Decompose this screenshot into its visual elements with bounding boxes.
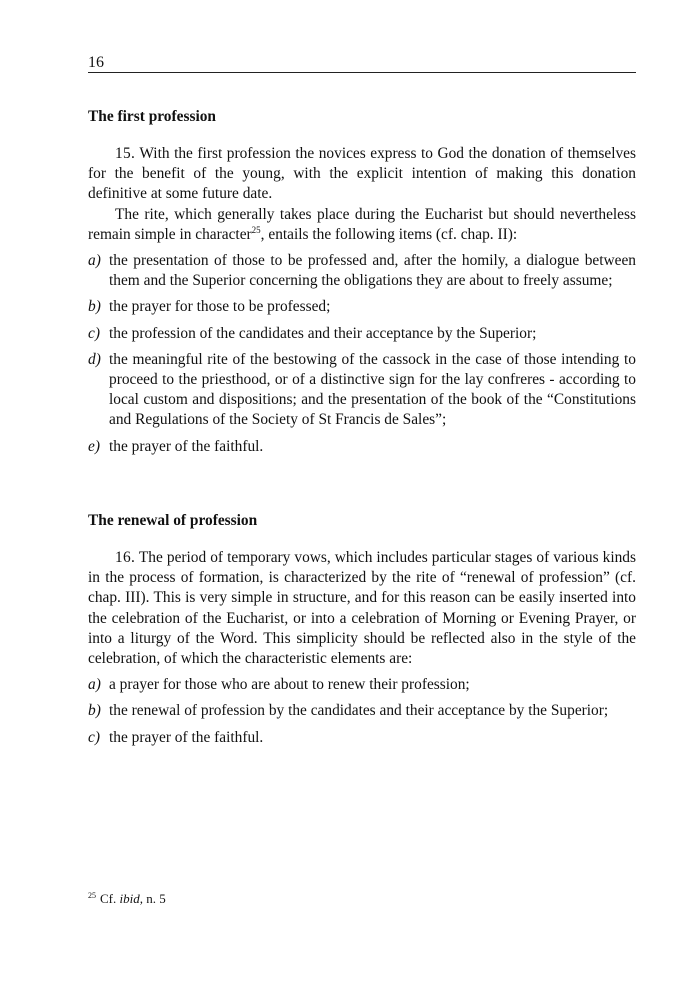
footnote (88, 891, 166, 907)
footnote-suffix: n. 5 (142, 891, 166, 906)
footnote-prefix: Cf. (100, 891, 120, 906)
list-item-text: a prayer for those who are about to renew their profession; (109, 676, 470, 694)
footnote-reference: 25 (251, 224, 261, 235)
list-marker: a) (88, 252, 101, 270)
list-item (88, 675, 636, 695)
paragraph-text: , entails the following items (cf. chap. II): (260, 225, 518, 243)
list-item-text: the prayer of the faithful. (109, 437, 264, 455)
paragraph-16 (88, 548, 636, 669)
list-item-text: the renewal of profession by the candidates and their acceptance by the Superior; (109, 702, 609, 720)
list-marker: e) (88, 437, 100, 455)
list-item-text: the prayer for those to be professed; (109, 298, 331, 316)
paragraph-text: The period of temporary vows, which includes particular stages of various kinds in the process of formation, is characterized by the rite of “renewal of profession” (cf. chap. III). This is very simple in structure, and for this reason can be easily inserted into the celebration of the Eucharist, or into a celebration of Morning or Evening Prayer, or into a liturgy of the Word. This simplicity should be reflected also in the style of the celebration, of which the characteristic elements are: (88, 549, 636, 668)
paragraph-text: With the first profession the novices express to God the donation of themselves for the benefit of the young, with the explicit intention of making this donation definitive at some future date. (88, 145, 636, 203)
list-item-text: the profession of the candidates and their acceptance by the Superior; (109, 324, 537, 342)
list-marker: b) (88, 702, 101, 720)
list-item (88, 350, 636, 431)
list-marker: c) (88, 324, 100, 342)
list-marker: d) (88, 350, 101, 368)
section-body-first-profession (88, 144, 636, 463)
footnote-italic: ibid, (119, 891, 143, 906)
list-item-text: the presentation of those to be professed and, after the homily, a dialogue between them and the Superior concerning the obligations they are about to freely assume; (109, 252, 636, 290)
footnote-mark: 25 (88, 890, 96, 900)
page-number: 16 (88, 54, 104, 71)
section-body-renewal-of-profession (88, 548, 636, 754)
list-item-text: the prayer of the faithful. (109, 728, 264, 746)
list-item (88, 701, 636, 721)
list-item (88, 728, 636, 748)
section-heading-first-profession: The first profession (88, 108, 216, 125)
list-item (88, 251, 636, 291)
paragraph-number: 16. (115, 549, 136, 566)
list-marker: c) (88, 728, 100, 746)
list-item (88, 437, 636, 457)
running-head (88, 52, 636, 73)
renewal-items-list (88, 675, 636, 748)
list-item (88, 324, 636, 344)
list-item-text: the meaningful rite of the bestowing of the cassock in the case of those intending to proceed to the priesthood, or of a distinctive sign for the lay confreres - according to local custom and dispositions; and the presentation of the book of the “Constitutions and Regulations of the Society of St Francis de Sales”; (109, 350, 636, 429)
paragraph-number: 15. (115, 145, 136, 162)
list-marker: b) (88, 298, 101, 316)
paragraph-rite (88, 205, 636, 245)
section-heading-renewal-of-profession: The renewal of profession (88, 512, 258, 529)
rite-items-list (88, 251, 636, 457)
list-item (88, 297, 636, 317)
paragraph-text: The rite, which generally takes place during the Eucharist but should nevertheless remain simple in character (88, 205, 636, 243)
list-marker: a) (88, 676, 101, 694)
paragraph-15 (88, 144, 636, 205)
